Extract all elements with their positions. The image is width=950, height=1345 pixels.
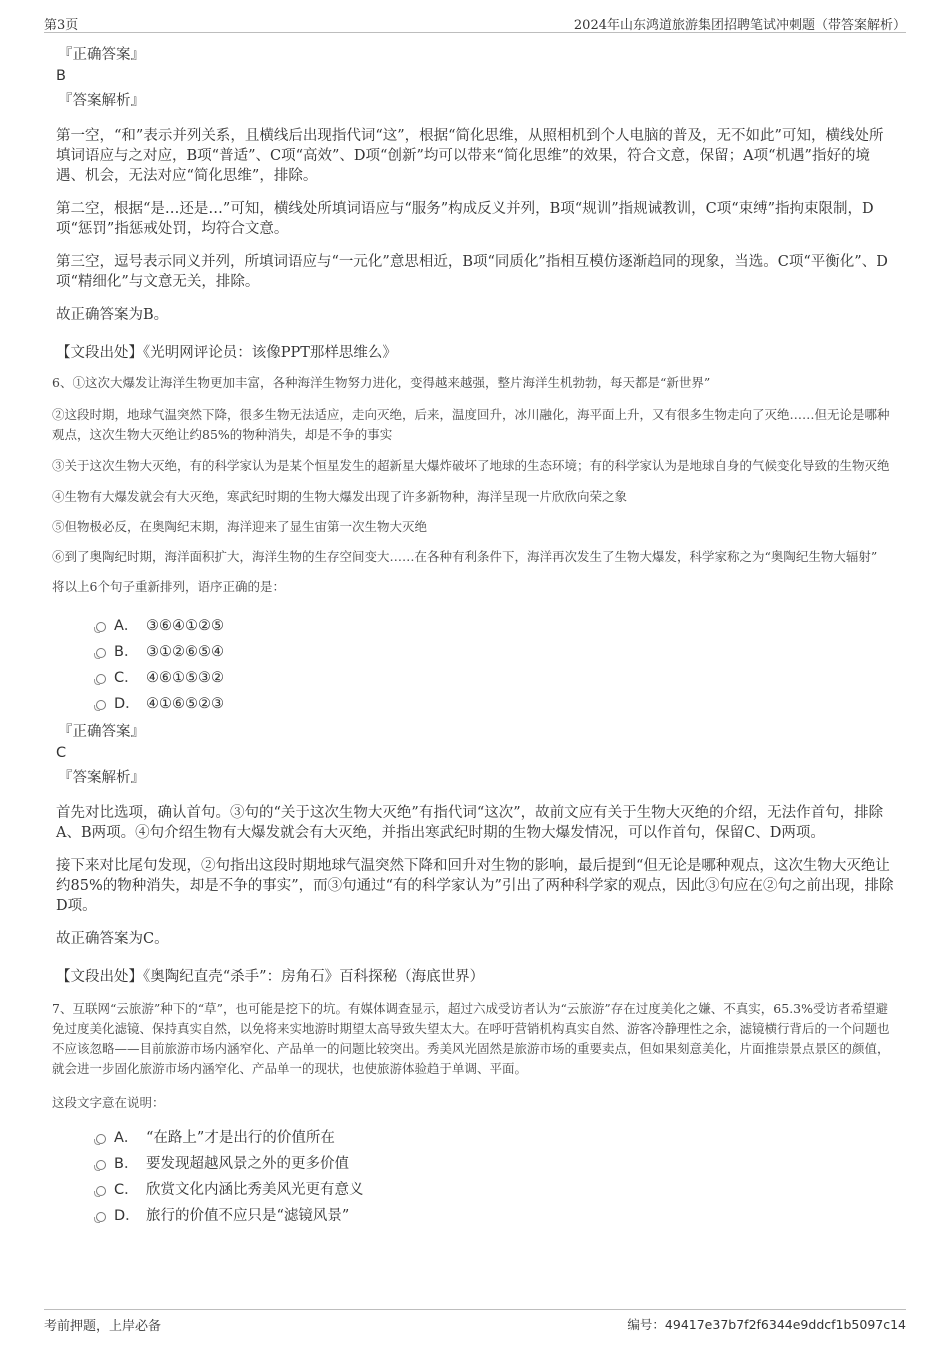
footer-slogan: 考前押题，上岸必备 bbox=[44, 1319, 162, 1334]
radio-icon[interactable] bbox=[96, 674, 106, 684]
q6-option-b[interactable]: B． ③①②⑥⑤④ bbox=[56, 639, 896, 665]
q7-option-c[interactable]: C． 欣赏文化内涵比秀美风光更有意义 bbox=[56, 1177, 896, 1203]
analysis-label: 『答案解析』 bbox=[58, 93, 145, 109]
radio-icon[interactable] bbox=[96, 1160, 106, 1170]
radio-icon[interactable] bbox=[96, 648, 106, 658]
q7-options bbox=[56, 1125, 896, 1229]
correct-answer-label: 『正确答案』 bbox=[58, 47, 145, 63]
q7-option-a[interactable]: A． “在路上”才是出行的价值所在 bbox=[56, 1125, 896, 1151]
radio-icon[interactable] bbox=[96, 1212, 106, 1222]
q7-option-d[interactable]: D． 旅行的价值不应只是“滤镜风景” bbox=[56, 1203, 896, 1229]
q6-stem-2: ②这段时期，地球气温突然下降，很多生物无法适应，走向灭绝，后来，温度回升，冰川融化，海平面上升，又有很多生物走向了灭绝……但无论是哪种观点，这次生物大灭绝让约85%的物种消失，却是不争的事实 bbox=[52, 407, 890, 442]
q6-answer: C bbox=[56, 745, 67, 761]
radio-icon[interactable] bbox=[96, 1186, 106, 1196]
q6-analysis-p2: 接下来对比尾句发现，②句指出这段时期地球气温突然下降和回升对生物的影响，最后提到“但无论是哪种观点，这次生物大灭绝让约85%的物种消失，却是不争的事实”，而③句通过“有的科学家认为”引出了两种科学家的观点，因此③句应在②句之前出现，排除D项。 bbox=[56, 858, 894, 914]
page-content bbox=[52, 44, 896, 1229]
q6-prompt: 将以上6个句子重新排列，语序正确的是： bbox=[52, 579, 285, 594]
q5-source: 【文段出处】《光明网评论员：该像PPT那样思维么》 bbox=[56, 345, 397, 361]
analysis-label: 『答案解析』 bbox=[58, 770, 145, 786]
q6-stem-3: ③关于这次生物大灭绝，有的科学家认为是某个恒星发生的超新星大爆炸破坏了地球的生态环境；有的科学家认为是地球自身的气候变化导致的生物灭绝 bbox=[52, 458, 890, 473]
q7-option-b[interactable]: B． 要发现超越风景之外的更多价值 bbox=[56, 1151, 896, 1177]
page-header bbox=[44, 12, 906, 33]
q5-analysis-p3: 第三空，逗号表示同义并列，所填词语应与“一元化”意思相近，B项“同质化”指相互模仿逐渐趋同的现象，当选。C项“平衡化”、D项“精细化”与文意无关，排除。 bbox=[56, 254, 888, 290]
q6-option-a[interactable]: A． ③⑥④①②⑤ bbox=[56, 613, 896, 639]
page-footer bbox=[44, 1309, 906, 1334]
q7-prompt: 这段文字意在说明： bbox=[52, 1095, 165, 1110]
q6-stem-6: ⑥到了奥陶纪时期，海洋面积扩大，海洋生物的生存空间变大……在各种有利条件下，海洋再次发生了生物大爆发，科学家称之为“奥陶纪生物大辐射” bbox=[52, 549, 878, 564]
q5-answer: B bbox=[56, 68, 66, 84]
q6-options bbox=[56, 613, 896, 717]
correct-answer-label: 『正确答案』 bbox=[58, 724, 145, 740]
document-title: 2024年山东鸿道旅游集团招聘笔试冲刺题（带答案解析） bbox=[573, 18, 906, 33]
q6-stem-5: ⑤但物极必反，在奥陶纪末期，海洋迎来了显生宙第一次生物大灭绝 bbox=[52, 519, 428, 534]
q5-analysis-p2: 第二空，根据“是…还是…”可知，横线处所填词语应与“服务”构成反义并列，B项“规训”指规诫教训，C项“束缚”指拘束限制，D项“惩罚”指惩戒处罚，均符合文意。 bbox=[56, 201, 874, 237]
q6-source: 【文段出处】《奥陶纪直壳“杀手”：房角石》百科探秘（海底世界） bbox=[56, 969, 485, 985]
q6-option-d[interactable]: D． ④①⑥⑤②③ bbox=[56, 691, 896, 717]
q6-analysis-p3: 故正确答案为C。 bbox=[56, 931, 169, 947]
radio-icon[interactable] bbox=[96, 700, 106, 710]
q6-stem-4: ④生物有大爆发就会有大灭绝，寒武纪时期的生物大爆发出现了许多新物种，海洋呈现一片欣欣向荣之象 bbox=[52, 489, 628, 504]
q5-analysis-p1: 第一空，“和”表示并列关系，且横线后出现指代词“这”，根据“简化思维，从照相机到个人电脑的普及，无不如此”可知，横线处所填词语应与之对应，B项“普适”、C项“高效”、D项“创新”均可以带来“简化思维”的效果，符合文意，保留；A项“机遇”指好的境遇、机会，无法对应“简化思维”，排除。 bbox=[56, 128, 884, 184]
radio-icon[interactable] bbox=[96, 1134, 106, 1144]
document-code: 编号：49417e37b7f2f6344e9ddcf1b5097c14 bbox=[627, 1317, 906, 1332]
radio-icon[interactable] bbox=[96, 622, 106, 632]
q6-option-c[interactable]: C． ④⑥①⑤③② bbox=[56, 665, 896, 691]
q6-analysis-p1: 首先对比选项，确认首句。③句的“关于这次生物大灭绝”有指代词“这次”，故前文应有关于生物大灭绝的介绍，无法作首句，排除A、B两项。④句介绍生物有大爆发就会有大灭绝，并指出寒武纪时期的生物大爆发情况，可以作首句，保留C、D两项。 bbox=[56, 805, 884, 841]
q7-stem: 7、互联网“云旅游”种下的“草”，也可能是挖下的坑。有媒体调查显示，超过六成受访者认为“云旅游”存在过度美化之嫌、不真实，65.3%受访者希望避免过度美化滤镜、保持真实自然，以免将来实地游时期望太高导致失望太大。在呼吁营销机构真实自然、游客冷静理性之余，滤镜横行背后的一个问题也不应该忽略——目前旅游市场内涵窄化、产品单一的问题比较突出。秀美风光固然是旅游市场的重要卖点，但如果刻意美化，片面推崇景点景区的颜值，就会进一步固化旅游市场内涵窄化、产品单一的现状，也使旅游体验趋于单调、平面。 bbox=[52, 1001, 890, 1076]
q5-analysis-p4: 故正确答案为B。 bbox=[56, 307, 169, 323]
q6-stem-1: 6、①这次大爆发让海洋生物更加丰富，各种海洋生物努力进化，变得越来越强，整片海洋生机勃勃，每天都是“新世界” bbox=[52, 375, 711, 390]
page-number: 第3页 bbox=[44, 18, 79, 33]
